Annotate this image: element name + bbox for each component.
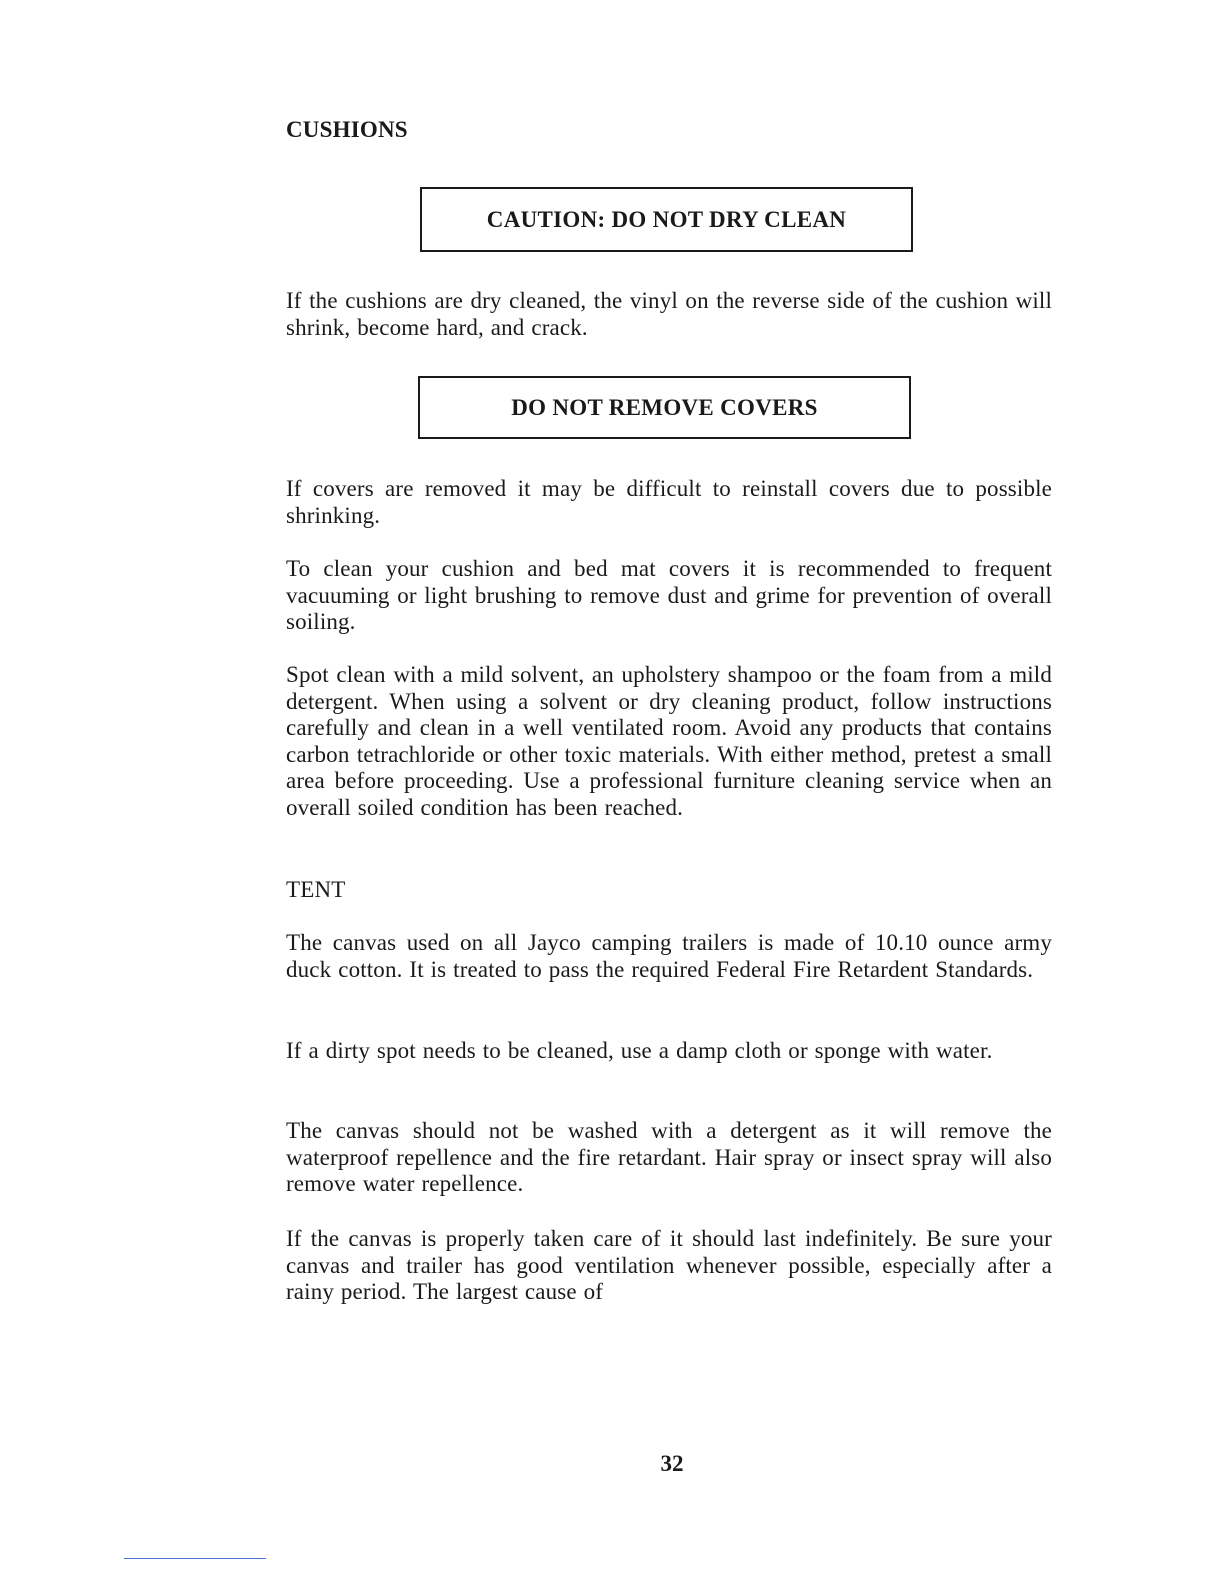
tent-paragraph-2: If a dirty spot needs to be cleaned, use a damp cloth or sponge with water. bbox=[286, 1038, 993, 1063]
do-not-remove-covers-box: DO NOT REMOVE COVERS bbox=[418, 376, 911, 439]
tent-paragraph-1: The canvas used on all Jayco camping trailers is made of 10.10 ounce army duck cotton. It is treated to pass the required Federal Fire Retardent Standards. bbox=[286, 930, 1052, 982]
page-number: 32 bbox=[660, 1451, 684, 1476]
section-heading-tent: TENT bbox=[286, 877, 346, 902]
cushions-paragraph-2: If covers are removed it may be difficult to reinstall covers due to possible shrinking. bbox=[286, 476, 1052, 528]
cushions-paragraph-1: If the cushions are dry cleaned, the vinyl on the reverse side of the cushion will shrink, become hard, and crack. bbox=[286, 288, 1052, 340]
tent-paragraph-3: The canvas should not be washed with a detergent as it will remove the waterproof repellence and the fire retardant. Hair spray or insect spray will also remove water repellence. bbox=[286, 1118, 1052, 1197]
caution-box: CAUTION: DO NOT DRY CLEAN bbox=[420, 187, 913, 252]
footer-rule bbox=[124, 1558, 266, 1559]
cushions-paragraph-4: Spot clean with a mild solvent, an upholstery shampoo or the foam from a mild detergent. When using a solvent or dry cleaning product, follow instructions carefully and clean in a well ventilated room. Avoid any products that contains carbon tetrachloride or other toxic materials. With either method, pretest a small area before proceeding. Use a professional furniture cleaning service when an overall soiled condition has been reached. bbox=[286, 662, 1052, 820]
cushions-paragraph-3: To clean your cushion and bed mat covers it is recommended to frequent vacuuming or light brushing to remove dust and grime for prevention of overall soiling. bbox=[286, 556, 1052, 635]
tent-paragraph-4: If the canvas is properly taken care of it should last indefinitely. Be sure your canvas and trailer has good ventilation whenever possible, especially after a rainy period. The largest cause of bbox=[286, 1226, 1052, 1305]
section-heading-cushions: CUSHIONS bbox=[286, 117, 408, 142]
